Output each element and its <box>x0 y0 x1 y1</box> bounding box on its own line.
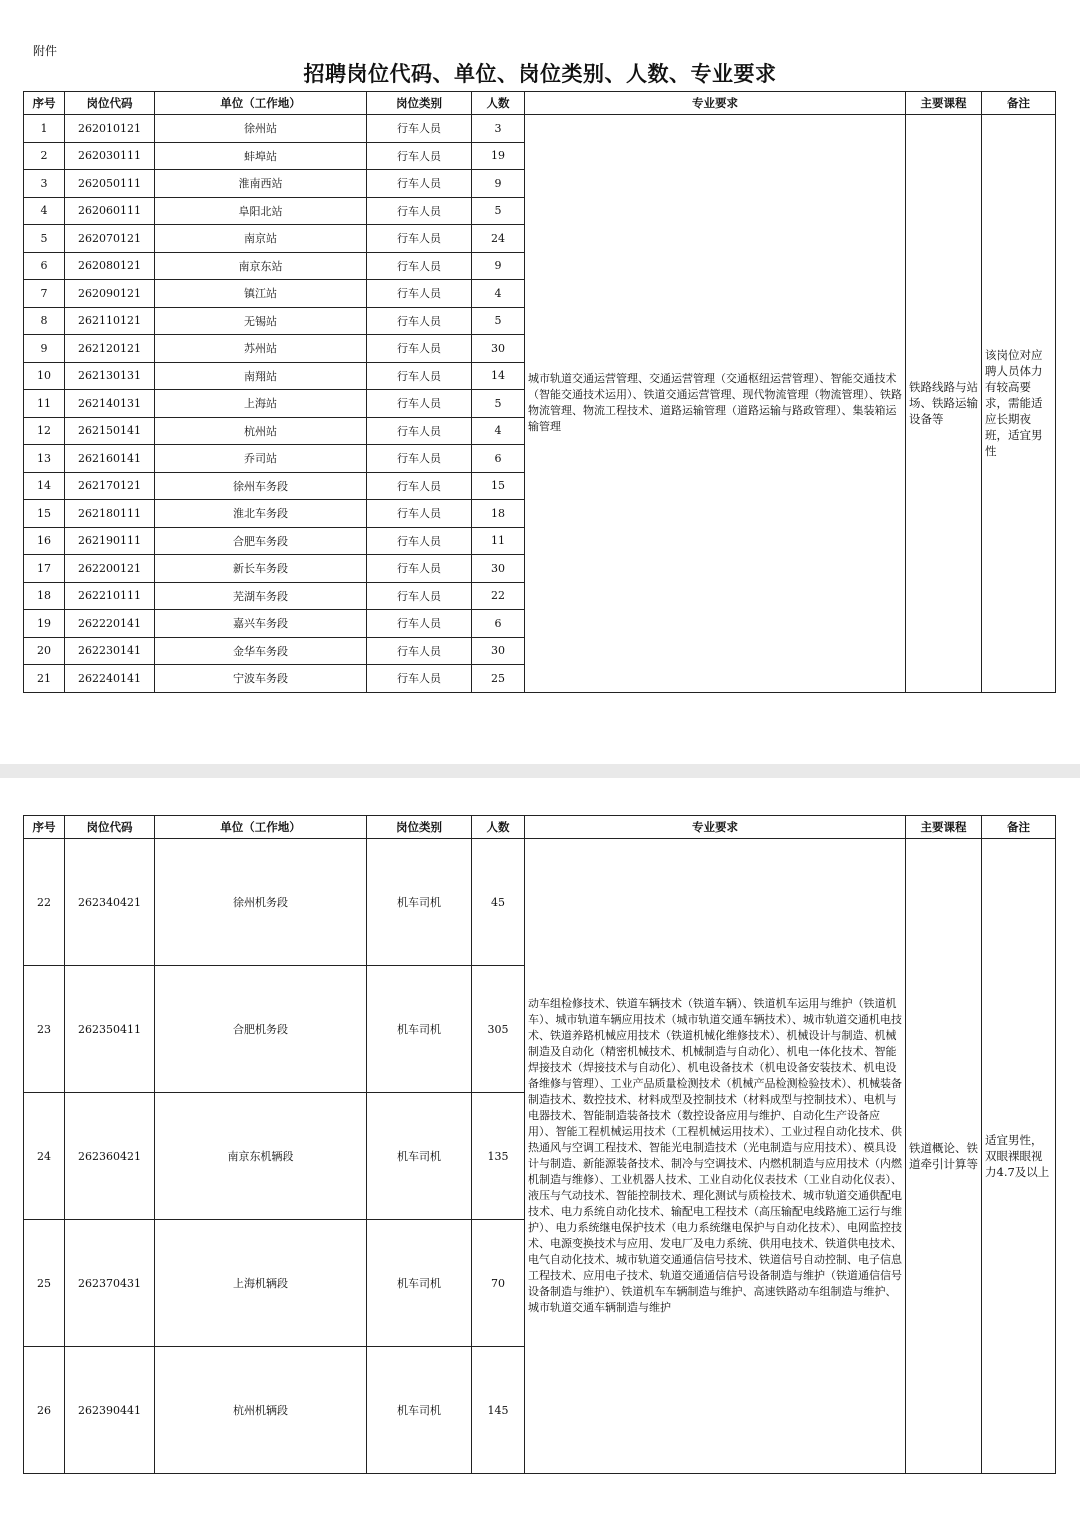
cell-unit: 南京站 <box>155 225 367 253</box>
cell-unit: 南翔站 <box>155 362 367 390</box>
cell-unit: 芜湖车务段 <box>155 582 367 610</box>
cell-code: 262340421 <box>65 839 155 966</box>
cell-unit: 乔司站 <box>155 445 367 473</box>
table-row <box>24 839 1056 966</box>
cell-remarks: 适宜男性，双眼裸眼视力4.7及以上 <box>982 839 1056 1474</box>
cell-code: 262170121 <box>65 472 155 500</box>
cell-category: 行车人员 <box>367 665 472 693</box>
cell-category: 机车司机 <box>367 966 472 1093</box>
cell-category: 行车人员 <box>367 280 472 308</box>
cell-count: 135 <box>472 1093 525 1220</box>
header-no: 序号 <box>24 816 65 839</box>
cell-code: 262060111 <box>65 197 155 225</box>
cell-category: 行车人员 <box>367 527 472 555</box>
cell-unit: 徐州车务段 <box>155 472 367 500</box>
cell-no: 14 <box>24 472 65 500</box>
cell-unit: 新长车务段 <box>155 555 367 583</box>
cell-count: 4 <box>472 280 525 308</box>
cell-code: 262160141 <box>65 445 155 473</box>
cell-code: 262220141 <box>65 610 155 638</box>
cell-count: 145 <box>472 1347 525 1474</box>
cell-count: 9 <box>472 252 525 280</box>
cell-count: 5 <box>472 390 525 418</box>
document-title: 招聘岗位代码、单位、岗位类别、人数、专业要求 <box>303 61 777 86</box>
cell-category: 行车人员 <box>367 225 472 253</box>
cell-category: 行车人员 <box>367 610 472 638</box>
cell-no: 10 <box>24 362 65 390</box>
cell-code: 262190111 <box>65 527 155 555</box>
header-major: 专业要求 <box>525 816 906 839</box>
cell-code: 262070121 <box>65 225 155 253</box>
cell-code: 262200121 <box>65 555 155 583</box>
cell-category: 行车人员 <box>367 115 472 143</box>
cell-category: 行车人员 <box>367 500 472 528</box>
cell-category: 行车人员 <box>367 582 472 610</box>
cell-unit: 阜阳北站 <box>155 197 367 225</box>
cell-code: 262360421 <box>65 1093 155 1220</box>
cell-category: 行车人员 <box>367 637 472 665</box>
cell-no: 23 <box>24 966 65 1093</box>
cell-category: 行车人员 <box>367 445 472 473</box>
cell-count: 9 <box>472 170 525 198</box>
cell-no: 11 <box>24 390 65 418</box>
cell-unit: 徐州机务段 <box>155 839 367 966</box>
cell-code: 262110121 <box>65 307 155 335</box>
cell-code: 262120121 <box>65 335 155 363</box>
cell-no: 12 <box>24 417 65 445</box>
cell-unit: 镇江站 <box>155 280 367 308</box>
cell-code: 262090121 <box>65 280 155 308</box>
cell-count: 6 <box>472 610 525 638</box>
cell-major-requirements: 动车组检修技术、铁道车辆技术（铁道车辆）、铁道机车运用与维护（铁道机车）、城市轨道车辆应用技术（城市轨道交通车辆技术）、城市轨道交通机电技术、铁道养路机械应用技术（铁道机械化维修技术）、机械设计与制造、机械制造及自动化（精密机械技术、机械制造与自动化）、机电一体化技术、智能焊接技术（焊接技术与自动化）、机电设备技术（机电设备安装技术、机电设备维修与管理）、工业产品质量检测技术（机械产品检测检验技术）、机械装备制造技术、数控技术、材料成型及控制技术（材料成型与控制技术）、电机与电器技术、智能制造装备技术（数控设备应用与维护、自动化生产设备应用）、智能工程机械运用技术（工程机械运用技术）、工业过程自动化技术、供热通风与空调工程技术、智能光电制造技术（光电制造与应用技术）、模具设计与制造、新能源装备技术、制冷与空调技术、内燃机制造与应用技术（内燃机制造与维修）、工业机器人技术、工业自动化仪表技术（工业自动化仪表）、液压与气动技术、智能控制技术、理化测试与质检技术、城市轨道交通供配电技术、电力系统自动化技术、输配电工程技术（高压输配电线路施工运行与维护）、电力系统继电保护技术（电力系统继电保护与自动化技术）、电网监控技术、电源变换技术与应用、发电厂及电力系统、供用电技术、铁道供电技术、电气自动化技术、城市轨道交通通信信号技术、铁道信号自动控制、电子信息工程技术、应用电子技术、轨道交通通信信号设备制造与维护（铁道通信信号设备制造与维护）、铁道机车车辆制造与维护、高速铁路动车组制造与维护、城市轨道交通车辆制造与维护 <box>525 839 906 1474</box>
cell-unit: 南京东机辆段 <box>155 1093 367 1220</box>
cell-count: 30 <box>472 555 525 583</box>
cell-no: 15 <box>24 500 65 528</box>
cell-no: 8 <box>24 307 65 335</box>
cell-code: 262180111 <box>65 500 155 528</box>
cell-count: 19 <box>472 142 525 170</box>
cell-count: 18 <box>472 500 525 528</box>
cell-count: 4 <box>472 417 525 445</box>
cell-count: 22 <box>472 582 525 610</box>
attachment-label: 附件 <box>33 44 58 58</box>
cell-category: 行车人员 <box>367 417 472 445</box>
cell-category: 行车人员 <box>367 252 472 280</box>
cell-category: 行车人员 <box>367 335 472 363</box>
cell-category: 行车人员 <box>367 555 472 583</box>
recruitment-table-2 <box>23 815 1056 1474</box>
cell-count: 24 <box>472 225 525 253</box>
header-unit: 单位（工作地） <box>155 816 367 839</box>
cell-no: 13 <box>24 445 65 473</box>
table-header-row <box>24 816 1056 839</box>
cell-category: 行车人员 <box>367 197 472 225</box>
cell-no: 5 <box>24 225 65 253</box>
cell-unit: 徐州站 <box>155 115 367 143</box>
cell-no: 9 <box>24 335 65 363</box>
cell-count: 15 <box>472 472 525 500</box>
header-category: 岗位类别 <box>367 92 472 115</box>
cell-count: 30 <box>472 335 525 363</box>
cell-code: 262140131 <box>65 390 155 418</box>
cell-category: 机车司机 <box>367 1093 472 1220</box>
cell-no: 6 <box>24 252 65 280</box>
cell-no: 24 <box>24 1093 65 1220</box>
cell-no: 16 <box>24 527 65 555</box>
table-header-row <box>24 92 1056 115</box>
cell-category: 行车人员 <box>367 362 472 390</box>
cell-category: 行车人员 <box>367 170 472 198</box>
header-unit: 单位（工作地） <box>155 92 367 115</box>
cell-category: 机车司机 <box>367 839 472 966</box>
cell-count: 6 <box>472 445 525 473</box>
cell-code: 262370431 <box>65 1220 155 1347</box>
header-count: 人数 <box>472 92 525 115</box>
cell-code: 262150141 <box>65 417 155 445</box>
cell-no: 17 <box>24 555 65 583</box>
cell-category: 机车司机 <box>367 1347 472 1474</box>
cell-no: 25 <box>24 1220 65 1347</box>
cell-category: 行车人员 <box>367 472 472 500</box>
cell-count: 305 <box>472 966 525 1093</box>
cell-unit: 上海站 <box>155 390 367 418</box>
cell-code: 262080121 <box>65 252 155 280</box>
cell-code: 262350411 <box>65 966 155 1093</box>
recruitment-table-1 <box>23 91 1056 693</box>
cell-code: 262390441 <box>65 1347 155 1474</box>
cell-unit: 淮北车务段 <box>155 500 367 528</box>
cell-category: 行车人员 <box>367 307 472 335</box>
cell-code: 262210111 <box>65 582 155 610</box>
cell-code: 262240141 <box>65 665 155 693</box>
cell-no: 22 <box>24 839 65 966</box>
cell-no: 21 <box>24 665 65 693</box>
cell-unit: 合肥车务段 <box>155 527 367 555</box>
cell-unit: 合肥机务段 <box>155 966 367 1093</box>
cell-count: 5 <box>472 197 525 225</box>
header-no: 序号 <box>24 92 65 115</box>
header-note: 备注 <box>982 92 1056 115</box>
cell-no: 1 <box>24 115 65 143</box>
table-row <box>24 115 1056 143</box>
cell-count: 30 <box>472 637 525 665</box>
cell-unit: 杭州机辆段 <box>155 1347 367 1474</box>
cell-count: 5 <box>472 307 525 335</box>
header-code: 岗位代码 <box>65 816 155 839</box>
cell-main-courses: 铁道概论、铁道牵引计算等 <box>906 839 982 1474</box>
cell-no: 3 <box>24 170 65 198</box>
cell-code: 262130131 <box>65 362 155 390</box>
header-major: 专业要求 <box>525 92 906 115</box>
cell-major-requirements: 城市轨道交通运营管理、交通运营管理（交通枢纽运营管理）、智能交通技术（智能交通技术运用）、铁道交通运营管理、现代物流管理（物流管理）、铁路物流管理、物流工程技术、道路运输管理（道路运输与路政管理）、集装箱运输管理 <box>525 115 906 693</box>
cell-code: 262230141 <box>65 637 155 665</box>
cell-unit: 蚌埠站 <box>155 142 367 170</box>
cell-unit: 淮南西站 <box>155 170 367 198</box>
header-course: 主要课程 <box>906 92 982 115</box>
page-sheet-2 <box>0 778 1080 1531</box>
cell-unit: 杭州站 <box>155 417 367 445</box>
page-sheet-1 <box>0 0 1080 764</box>
header-note: 备注 <box>982 816 1056 839</box>
cell-count: 11 <box>472 527 525 555</box>
cell-count: 14 <box>472 362 525 390</box>
cell-code: 262030111 <box>65 142 155 170</box>
cell-count: 25 <box>472 665 525 693</box>
cell-no: 20 <box>24 637 65 665</box>
cell-code: 262010121 <box>65 115 155 143</box>
cell-no: 19 <box>24 610 65 638</box>
cell-unit: 南京东站 <box>155 252 367 280</box>
cell-unit: 嘉兴车务段 <box>155 610 367 638</box>
cell-count: 70 <box>472 1220 525 1347</box>
cell-no: 2 <box>24 142 65 170</box>
cell-code: 262050111 <box>65 170 155 198</box>
header-code: 岗位代码 <box>65 92 155 115</box>
cell-main-courses: 铁路线路与站场、铁路运输设备等 <box>906 115 982 693</box>
cell-unit: 无锡站 <box>155 307 367 335</box>
cell-no: 18 <box>24 582 65 610</box>
cell-count: 3 <box>472 115 525 143</box>
cell-category: 行车人员 <box>367 142 472 170</box>
cell-remarks: 该岗位对应聘人员体力有较高要求，需能适应长期夜班，适宜男性 <box>982 115 1056 693</box>
cell-count: 45 <box>472 839 525 966</box>
cell-no: 26 <box>24 1347 65 1474</box>
cell-unit: 金华车务段 <box>155 637 367 665</box>
cell-no: 7 <box>24 280 65 308</box>
cell-category: 机车司机 <box>367 1220 472 1347</box>
header-category: 岗位类别 <box>367 816 472 839</box>
header-count: 人数 <box>472 816 525 839</box>
cell-unit: 苏州站 <box>155 335 367 363</box>
header-course: 主要课程 <box>906 816 982 839</box>
cell-unit: 上海机辆段 <box>155 1220 367 1347</box>
cell-unit: 宁波车务段 <box>155 665 367 693</box>
cell-category: 行车人员 <box>367 390 472 418</box>
cell-no: 4 <box>24 197 65 225</box>
